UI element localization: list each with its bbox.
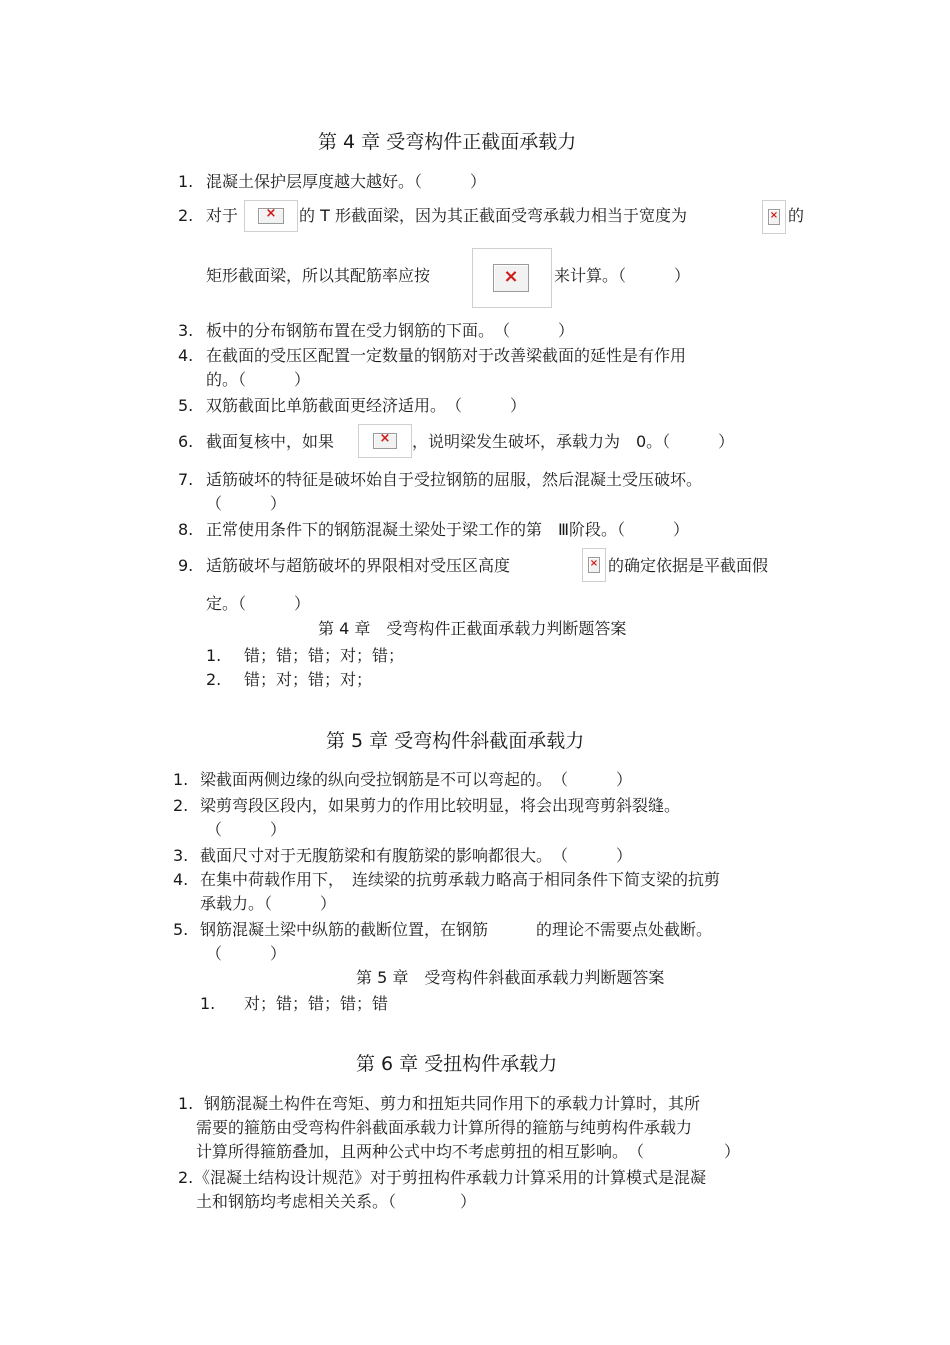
ch6-q2-text: 《混凝土结构设计规范》对于剪扭构件承载力计算采用的计算模式是混凝 (194, 1168, 707, 1187)
ch5-answer-title: 第 5 章 受弯构件斜截面承载力判断题答案 (356, 968, 665, 987)
ch5-q2-number: 2. (173, 796, 189, 815)
ch4-q1-text: 混凝土保护层厚度越大越好。（ ） (206, 172, 487, 191)
ch5-q5-text-line2: （ ） (206, 944, 287, 963)
ch4-q4-text: 在截面的受压区配置一定数量的钢筋对于改善梁截面的延性是有作用 (206, 346, 687, 365)
ch4-q2-text-d: 矩形截面梁，所以其配筋率应按 (206, 266, 431, 285)
ch6-q1-text: 钢筋混凝土构件在弯矩、剪力和扭矩共同作用下的承载力计算时，其所 (204, 1094, 701, 1113)
ch5-q5-text: 钢筋混凝土梁中纵筋的截断位置，在钢筋 的理论不需要点处截断。 (200, 920, 713, 939)
ch4-q4-number: 4. (178, 346, 194, 365)
ch5-answer-1-number: 1. (200, 994, 216, 1013)
ch4-q6-text-a: 截面复核中，如果 (206, 432, 335, 451)
broken-image-icon: × (472, 248, 552, 308)
ch4-q2-text-e: 来计算。（ ） (554, 266, 691, 285)
ch4-answer-2-number: 2. (206, 670, 222, 689)
ch4-q3-number: 3. (178, 321, 194, 340)
ch4-q2-text-c: 的 (788, 206, 805, 225)
ch4-q5-number: 5. (178, 396, 194, 415)
ch4-q9-number: 9. (178, 556, 194, 575)
ch5-answer-1-text: 对；错；错；错；错 (244, 994, 389, 1013)
broken-image-icon: × (582, 548, 606, 582)
ch5-q4-text: 在集中荷载作用下， 连续梁的抗剪承载力略高于相同条件下简支梁的抗剪 (200, 870, 721, 889)
ch4-q1-number: 1. (178, 172, 194, 191)
ch4-q6-text-b: ，说明梁发生破坏，承载力为 0。（ ） (412, 432, 735, 451)
ch5-q3-text: 截面尺寸对于无腹筋梁和有腹筋梁的影响都很大。 （ ） (200, 846, 633, 865)
ch4-answer-title: 第 4 章 受弯构件正截面承载力判断题答案 (318, 619, 627, 638)
ch5-q4-text-line2: 承载力。（ ） (200, 894, 337, 913)
ch4-q2-text-a: 对于 (206, 206, 239, 225)
ch4-q7-text-line2: （ ） (206, 494, 287, 513)
ch4-q8-text: 正常使用条件下的钢筋混凝土梁处于梁工作的第 Ⅲ阶段。（ ） (206, 520, 690, 539)
ch4-q9-text-c: 定。（ ） (206, 594, 311, 613)
ch6-q2-text-line2: 土和钢筋均考虑相关关系。（ ） (196, 1192, 477, 1211)
ch4-q2-number: 2. (178, 206, 194, 225)
ch5-q1-number: 1. (173, 770, 189, 789)
ch4-q6-number: 6. (178, 432, 194, 451)
broken-image-icon: × (762, 200, 786, 234)
ch5-q2-text: 梁剪弯段区段内，如果剪力的作用比较明显，将会出现弯剪斜裂缝。 (200, 796, 681, 815)
ch4-q4-text-line2: 的。（ ） (206, 370, 311, 389)
ch4-answer-1-number: 1. (206, 646, 222, 665)
ch5-q5-number: 5. (173, 920, 189, 939)
ch6-q2-number: 2. (178, 1168, 194, 1187)
ch5-q3-number: 3. (173, 846, 189, 865)
ch4-q3-text: 板中的分布钢筋布置在受力钢筋的下面。 （ ） (206, 321, 575, 340)
ch6-q1-text-line2: 需要的箍筋由受弯构件斜截面承载力计算所得的箍筋与纯剪构件承载力 (196, 1118, 693, 1137)
ch4-q9-text-b: 的确定依据是平截面假 (608, 556, 769, 575)
ch4-q7-text: 适筋破坏的特征是破坏始自于受拉钢筋的屈服，然后混凝土受压破坏。 (206, 470, 703, 489)
ch4-q5-text: 双筋截面比单筋截面更经济适用。 （ ） (206, 396, 527, 415)
chapter-5-title: 第 5 章 受弯构件斜截面承载力 (326, 730, 585, 752)
ch4-q8-number: 8. (178, 520, 194, 539)
ch5-q4-number: 4. (173, 870, 189, 889)
ch5-q1-text: 梁截面两侧边缘的纵向受拉钢筋是不可以弯起的。 （ ） (200, 770, 633, 789)
ch6-q1-text-line3: 计算所得箍筋叠加，且两种公式中均不考虑剪扭的相互影响。 （ ） (196, 1142, 741, 1161)
ch4-q2-text-b: 的 T 形截面梁，因为其正截面受弯承载力相当于宽度为 (299, 206, 687, 225)
ch4-q9-text-a: 适筋破坏与超筋破坏的界限相对受压区高度 (206, 556, 511, 575)
chapter-6-title: 第 6 章 受扭构件承载力 (356, 1053, 558, 1075)
ch6-q1-number: 1. (178, 1094, 194, 1113)
ch5-q2-text-line2: （ ） (206, 820, 287, 839)
ch4-answer-1-text: 错；错；错；对；错； (244, 646, 405, 665)
broken-image-icon: × (244, 200, 298, 232)
ch4-q7-number: 7. (178, 470, 194, 489)
broken-image-icon: × (358, 424, 412, 458)
ch4-answer-2-text: 错；对；错；对； (244, 670, 373, 689)
chapter-4-title: 第 4 章 受弯构件正截面承载力 (318, 131, 577, 153)
